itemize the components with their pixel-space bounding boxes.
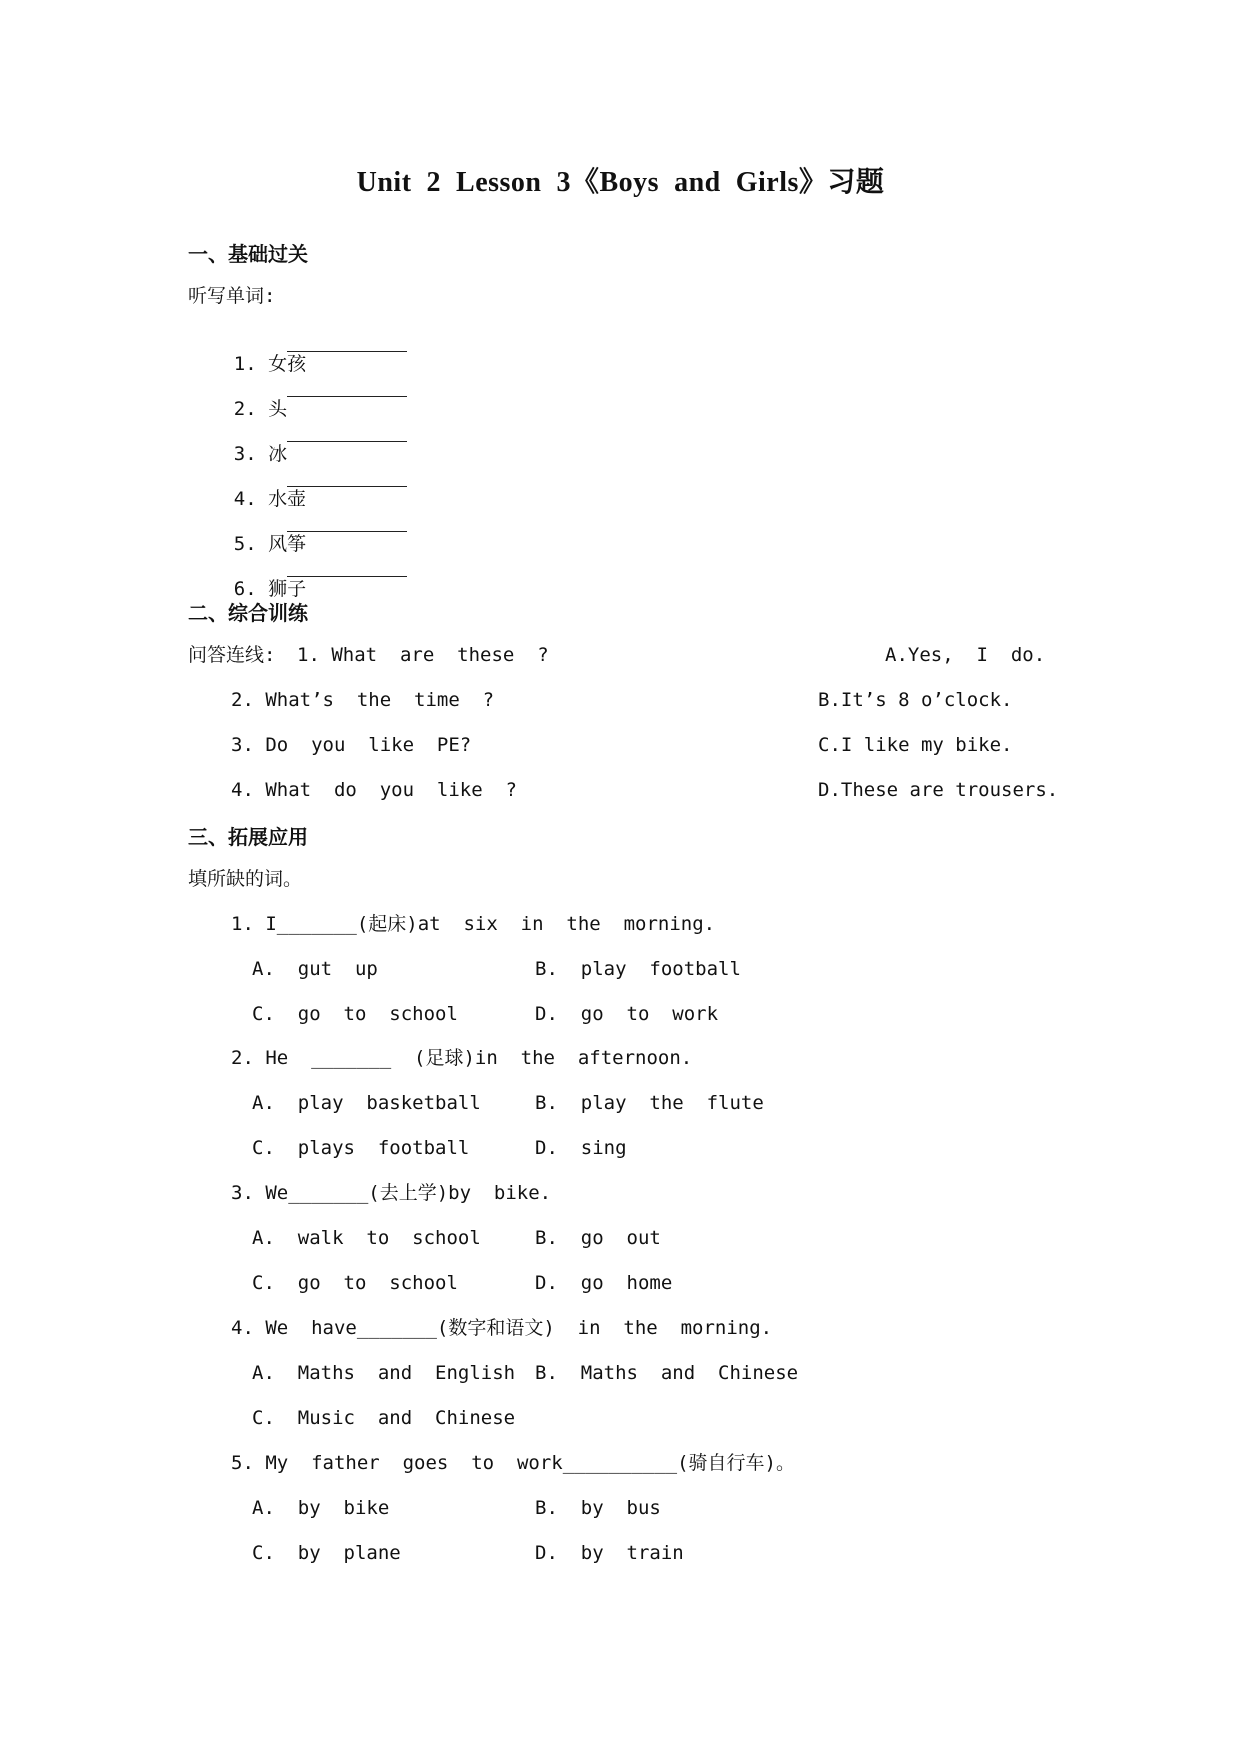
matching-question: 2. What’s the time ? bbox=[231, 689, 495, 711]
answer-blank[interactable] bbox=[287, 468, 407, 487]
item-number: 1. bbox=[233, 353, 257, 375]
option-a[interactable]: A. walk to school bbox=[252, 1227, 481, 1249]
item-word: 水壶 bbox=[268, 488, 307, 510]
question-stem: 2. He _______ (足球)in the afternoon. bbox=[231, 1047, 693, 1069]
answer-blank[interactable] bbox=[287, 333, 407, 352]
option-a[interactable]: A. gut up bbox=[252, 958, 378, 980]
question-stem: 1. I_______(起床)at six in the morning. bbox=[231, 913, 716, 935]
answer-blank[interactable] bbox=[287, 378, 407, 397]
matching-label: 问答连线: bbox=[188, 644, 276, 666]
option-c[interactable]: C. go to school bbox=[252, 1003, 458, 1025]
option-c[interactable]: C. go to school bbox=[252, 1272, 458, 1294]
item-number: 4. bbox=[233, 488, 257, 510]
item-number: 6. bbox=[233, 578, 257, 600]
answer-blank[interactable] bbox=[287, 513, 407, 532]
matching-question: 3. Do you like PE? bbox=[231, 734, 472, 756]
matching-answer: D.These are trousers. bbox=[818, 779, 1059, 801]
page-title: Unit 2 Lesson 3《Boys and Girls》习题 bbox=[356, 167, 885, 198]
item-word: 狮子 bbox=[268, 578, 307, 600]
item-number: 3. bbox=[233, 443, 257, 465]
matching-question: 1. What are these ? bbox=[297, 644, 549, 666]
section1-instruction: 听写单词: bbox=[188, 285, 276, 307]
section1-heading: 一、基础过关 bbox=[188, 242, 308, 266]
item-word: 女孩 bbox=[268, 353, 307, 375]
item-word: 头 bbox=[268, 398, 288, 420]
section3-heading: 三、拓展应用 bbox=[188, 825, 308, 849]
option-d[interactable]: D. go home bbox=[535, 1272, 673, 1294]
question-stem: 3. We_______(去上学)by bike. bbox=[231, 1182, 552, 1204]
matching-answer: C.I like my bike. bbox=[818, 734, 1013, 756]
option-c[interactable]: C. by plane bbox=[252, 1542, 401, 1564]
matching-answer: B.It’s 8 o’clock. bbox=[818, 689, 1013, 711]
item-word: 风筝 bbox=[268, 533, 307, 555]
option-b[interactable]: B. Maths and Chinese bbox=[535, 1362, 799, 1384]
matching-answer: A.Yes, I do. bbox=[885, 644, 1046, 666]
option-b[interactable]: B. go out bbox=[535, 1227, 661, 1249]
item-word: 冰 bbox=[268, 443, 288, 465]
section3-instruction: 填所缺的词。 bbox=[188, 868, 303, 890]
option-a[interactable]: A. Maths and English bbox=[252, 1362, 516, 1384]
option-c[interactable]: C. Music and Chinese bbox=[252, 1407, 516, 1429]
item-number: 2. bbox=[233, 398, 257, 420]
option-a[interactable]: A. by bike bbox=[252, 1497, 390, 1519]
matching-question: 4. What do you like ? bbox=[231, 779, 517, 801]
option-b[interactable]: B. play football bbox=[535, 958, 741, 980]
option-b[interactable]: B. play the flute bbox=[535, 1092, 764, 1114]
option-b[interactable]: B. by bus bbox=[535, 1497, 661, 1519]
item-number: 5. bbox=[233, 533, 257, 555]
answer-blank[interactable] bbox=[287, 558, 407, 577]
section2-heading: 二、综合训练 bbox=[188, 601, 308, 625]
option-c[interactable]: C. plays football bbox=[252, 1137, 470, 1159]
option-d[interactable]: D. go to work bbox=[535, 1003, 719, 1025]
question-stem: 4. We have_______(数字和语文) in the morning. bbox=[231, 1317, 773, 1339]
option-d[interactable]: D. sing bbox=[535, 1137, 627, 1159]
option-a[interactable]: A. play basketball bbox=[252, 1092, 481, 1114]
option-d[interactable]: D. by train bbox=[535, 1542, 684, 1564]
answer-blank[interactable] bbox=[287, 423, 407, 442]
question-stem: 5. My father goes to work__________(骑自行车)。 bbox=[231, 1452, 795, 1474]
